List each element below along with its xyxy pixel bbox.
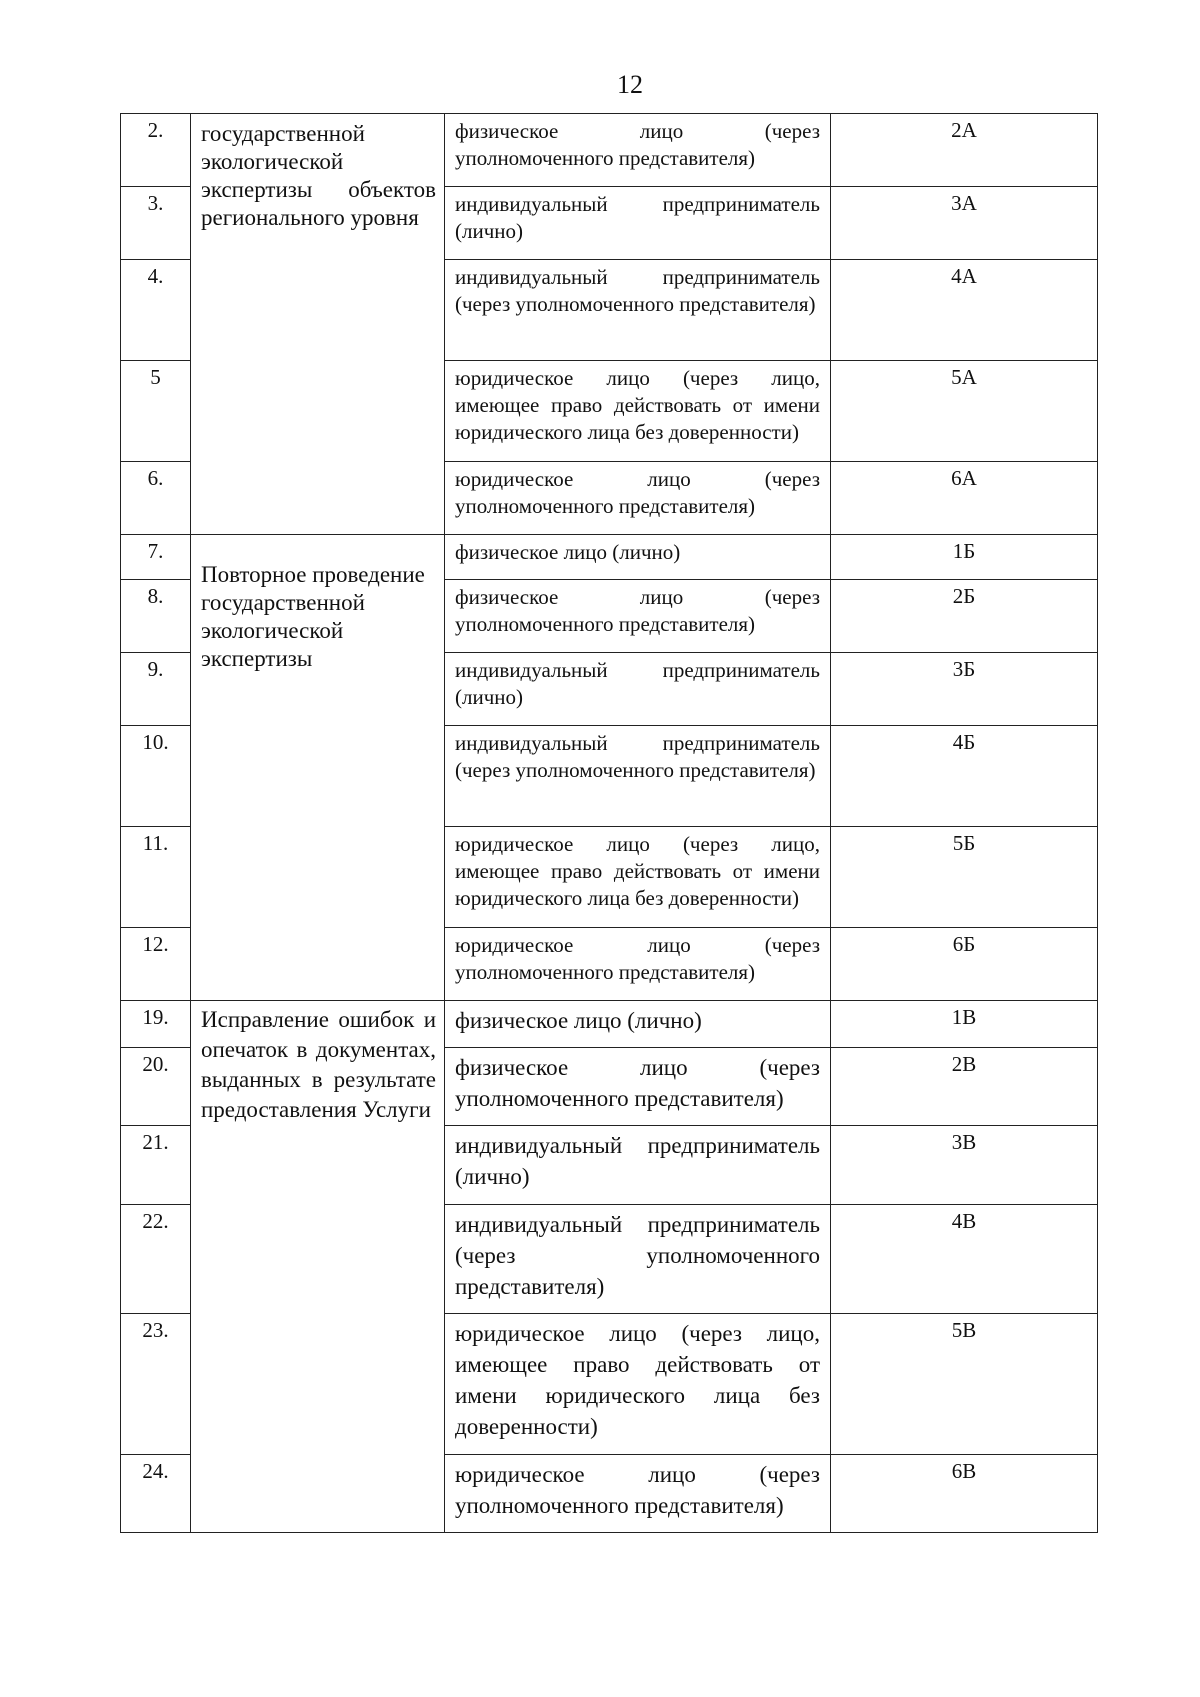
row-number: 8.	[121, 580, 191, 653]
applicant-type: юридическое лицо (через лицо, имеющее право действовать от имени юридического лица без доверенности)	[445, 827, 831, 928]
variant-code: 4В	[831, 1205, 1098, 1314]
row-number: 3.	[121, 187, 191, 260]
row-number: 24.	[121, 1455, 191, 1533]
applicant-type: индивидуальный предприниматель (лично)	[445, 187, 831, 260]
applicant-type: физическое лицо (через уполномоченного представителя)	[445, 1048, 831, 1126]
applicant-type: физическое лицо (лично)	[445, 1001, 831, 1048]
variant-code: 2Б	[831, 580, 1098, 653]
variant-code: 4А	[831, 260, 1098, 361]
row-number: 19.	[121, 1001, 191, 1048]
applicant-type: индивидуальный предприниматель (лично)	[445, 653, 831, 726]
row-number: 5	[121, 361, 191, 462]
row-number: 21.	[121, 1126, 191, 1205]
row-number: 2.	[121, 114, 191, 187]
applicant-type: индивидуальный предприниматель (через уполномоченного представителя)	[445, 726, 831, 827]
service-name: государственной экологической экспертизы объектов регионального уровня	[191, 114, 445, 535]
variant-code: 2А	[831, 114, 1098, 187]
variant-code: 5А	[831, 361, 1098, 462]
applicant-type: юридическое лицо (через уполномоченного представителя)	[445, 1455, 831, 1533]
row-number: 23.	[121, 1314, 191, 1455]
variant-code: 2В	[831, 1048, 1098, 1126]
row-number: 7.	[121, 535, 191, 580]
service-name: Исправление ошибок и опечаток в документах, выданных в результате предоставления Услуги	[191, 1001, 445, 1533]
applicant-type: физическое лицо (через уполномоченного представителя)	[445, 580, 831, 653]
variant-code: 4Б	[831, 726, 1098, 827]
row-number: 4.	[121, 260, 191, 361]
applicant-type: индивидуальный предприниматель (лично)	[445, 1126, 831, 1205]
applicant-type: физическое лицо (лично)	[445, 535, 831, 580]
applicant-type: индивидуальный предприниматель (через уполномоченного представителя)	[445, 260, 831, 361]
table-row	[121, 535, 1098, 580]
variant-code: 1В	[831, 1001, 1098, 1048]
variant-code: 5В	[831, 1314, 1098, 1455]
row-number: 9.	[121, 653, 191, 726]
applicant-type: юридическое лицо (через лицо, имеющее право действовать от имени юридического лица без доверенности)	[445, 1314, 831, 1455]
variant-code: 1Б	[831, 535, 1098, 580]
row-number: 12.	[121, 928, 191, 1001]
variant-code: 6А	[831, 462, 1098, 535]
variant-code: 6Б	[831, 928, 1098, 1001]
applicant-type: индивидуальный предприниматель (через уполномоченного представителя)	[445, 1205, 831, 1314]
variant-code: 5Б	[831, 827, 1098, 928]
row-number: 22.	[121, 1205, 191, 1314]
applicant-type: юридическое лицо (через уполномоченного представителя)	[445, 928, 831, 1001]
page-number: 12	[617, 70, 643, 99]
variant-code: 6В	[831, 1455, 1098, 1533]
applicant-type: юридическое лицо (через уполномоченного представителя)	[445, 462, 831, 535]
row-number: 6.	[121, 462, 191, 535]
applicant-variants-table	[120, 113, 1098, 1533]
row-number: 10.	[121, 726, 191, 827]
row-number: 11.	[121, 827, 191, 928]
applicant-type: физическое лицо (через уполномоченного представителя)	[445, 114, 831, 187]
variant-code: 3В	[831, 1126, 1098, 1205]
applicant-type: юридическое лицо (через лицо, имеющее право действовать от имени юридического лица без доверенности)	[445, 361, 831, 462]
variant-code: 3А	[831, 187, 1098, 260]
variant-code: 3Б	[831, 653, 1098, 726]
row-number: 20.	[121, 1048, 191, 1126]
service-name: Повторное проведение государственной экологической экспертизы	[191, 535, 445, 1001]
table-row	[121, 114, 1098, 187]
table-row	[121, 1001, 1098, 1048]
